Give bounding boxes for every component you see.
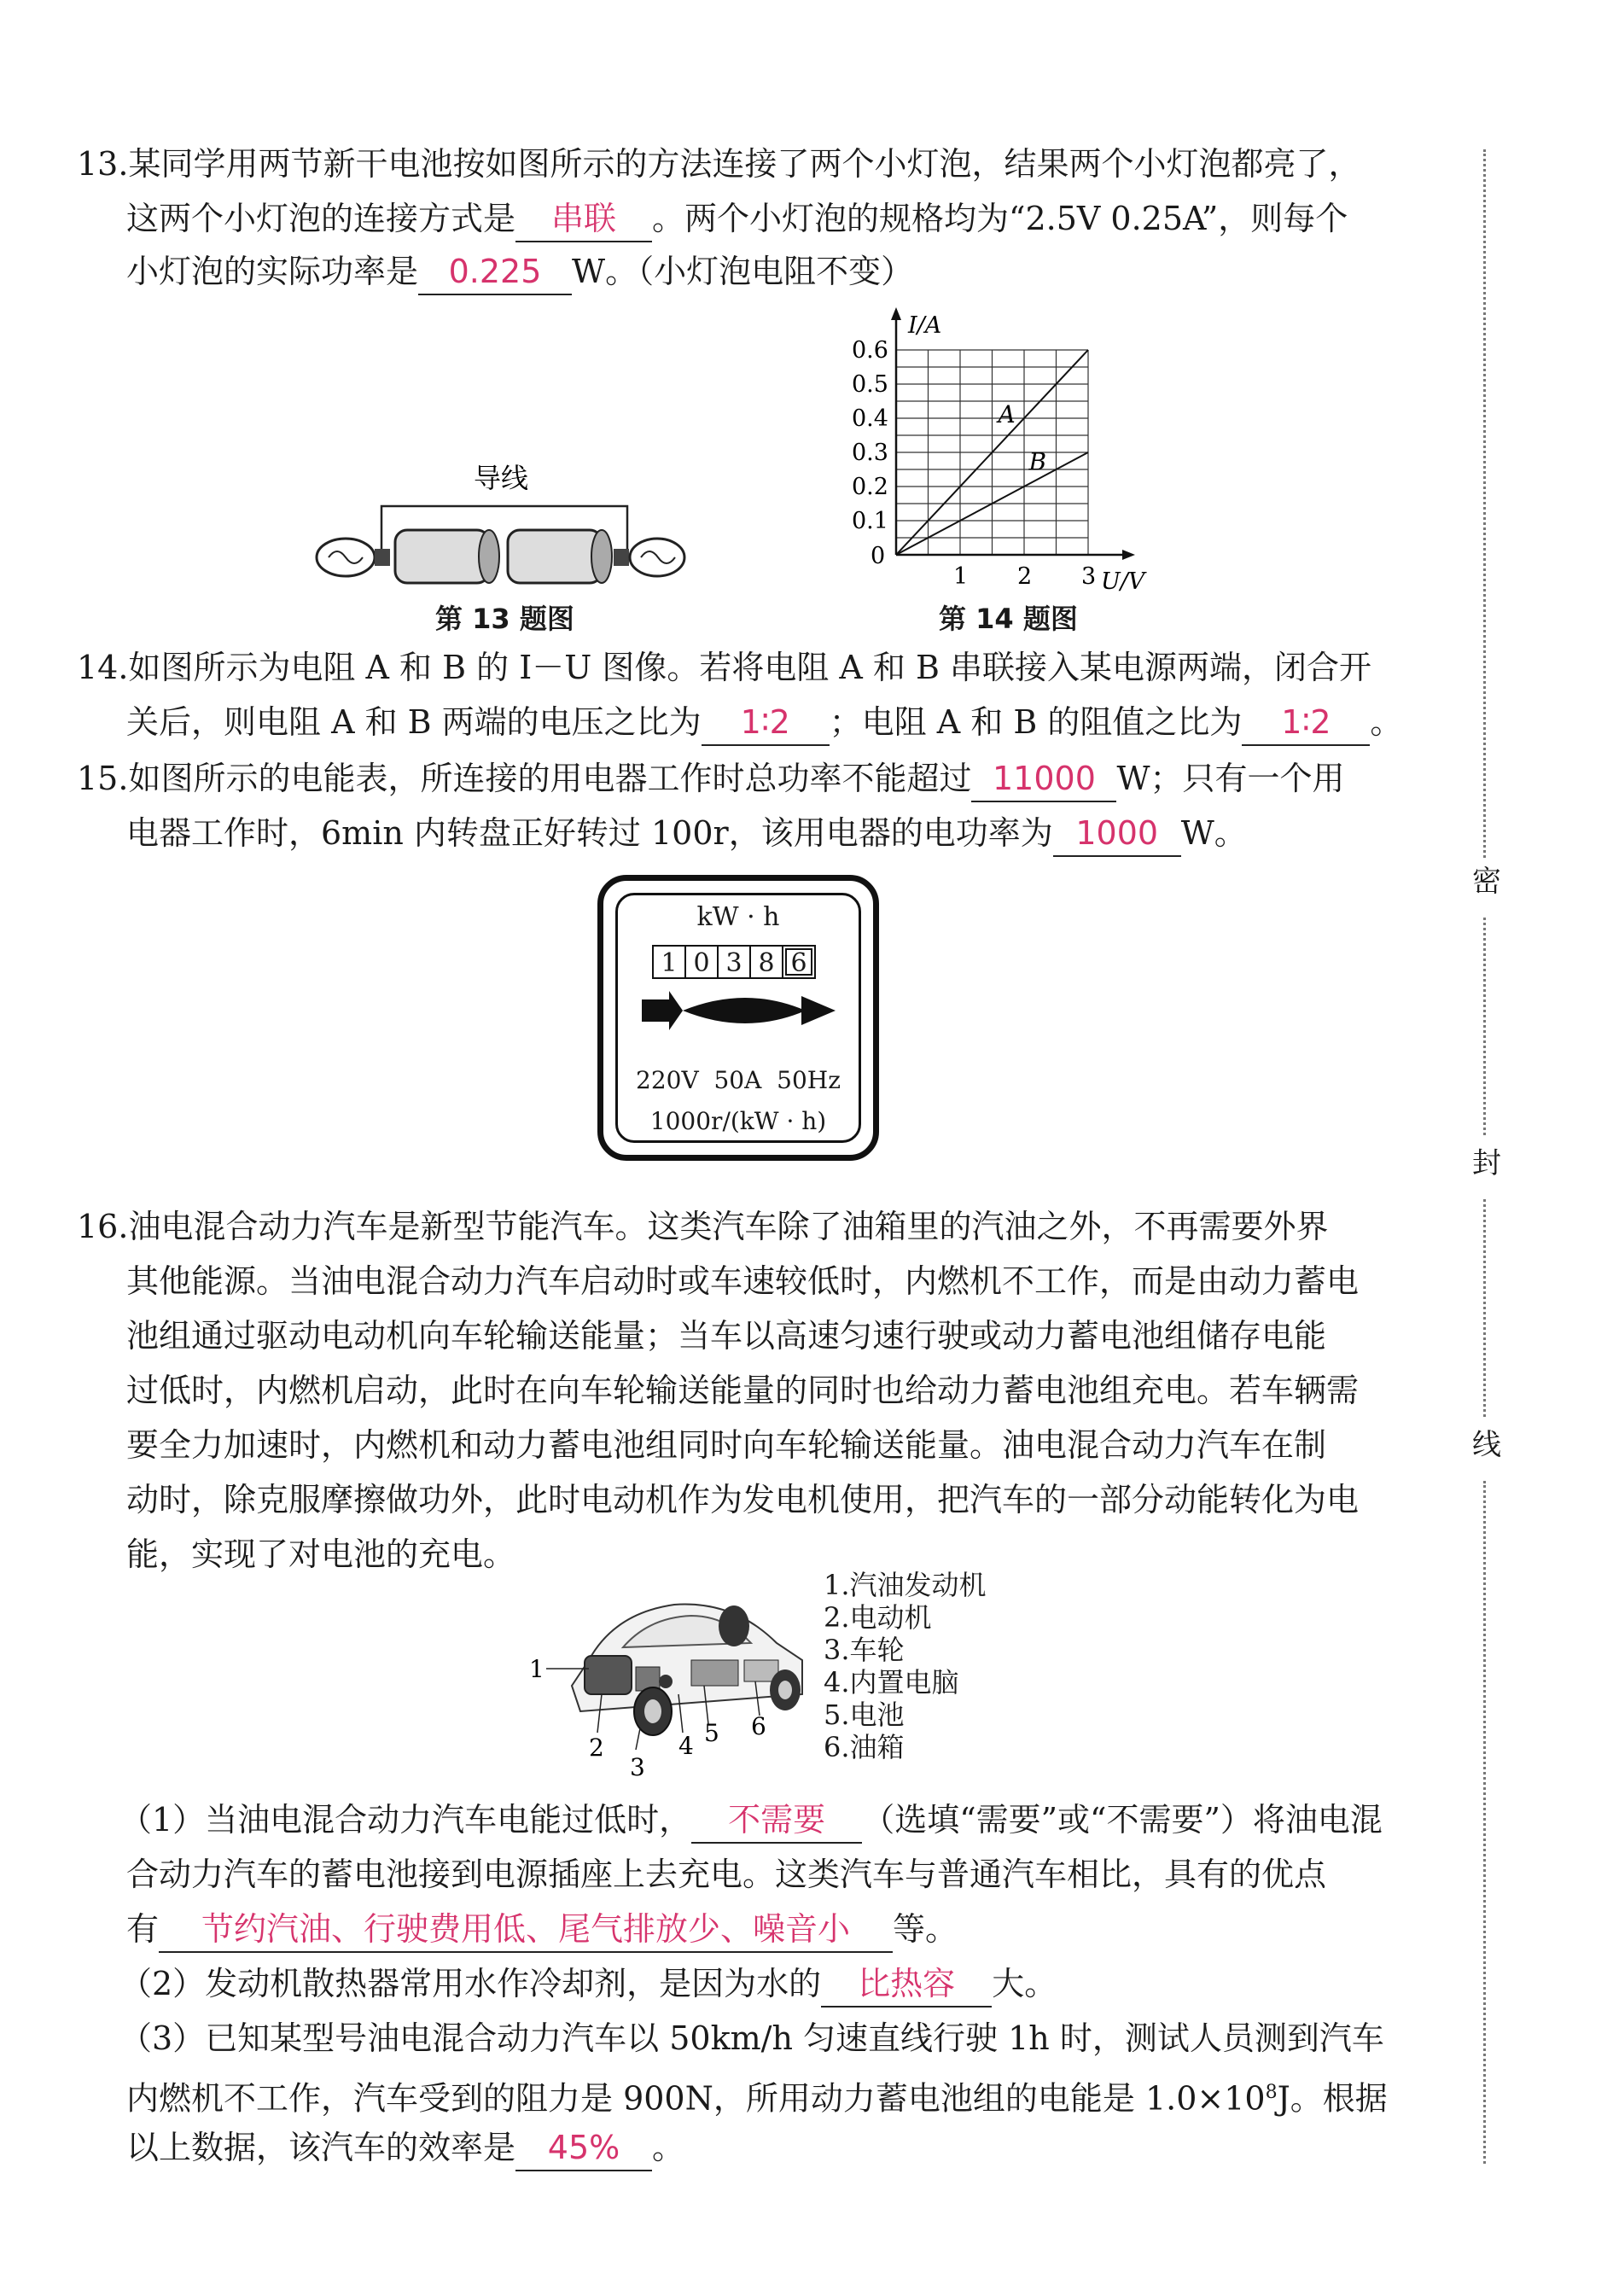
binding-dotted-line-1	[1483, 149, 1486, 858]
q16-paragraph-line	[126, 1254, 1359, 1308]
engine-icon	[585, 1656, 632, 1694]
q16-paragraph-line	[126, 1472, 1359, 1527]
q14-answer-1: 1∶2	[702, 700, 830, 746]
q16-sub1-text-d: 有	[126, 1910, 160, 1948]
q16-paragraph-line	[126, 1527, 515, 1582]
q16-sub3-line-3	[126, 2120, 684, 2175]
series-label-a: A	[998, 400, 1016, 429]
q16-paragraph-text: 要全力加速时，内燃机和动力蓄电池组同时向车轮输送能量。油电混合动力汽车在制	[126, 1426, 1327, 1464]
q15-answer-2: 1000	[1053, 811, 1181, 857]
q16-paragraph-line	[126, 1363, 1359, 1418]
battery-icon	[691, 1660, 738, 1686]
q16-sub1-line-2	[126, 1847, 1326, 1902]
q13-text-2b: 。两个小灯泡的规格均为“2.5V 0.25A”，则每个	[652, 200, 1348, 237]
meter-constant: 1000r/(kW · h)	[649, 1107, 827, 1135]
binding-dotted-line-4	[1483, 1481, 1486, 2164]
q16-sub2-text-a: （2）发动机散热器常用水作冷却剂，是因为水的	[119, 1965, 822, 2002]
q16-paragraph-line	[126, 1308, 1326, 1363]
battery-1	[395, 530, 489, 583]
q16-sub3-text-e: 。	[652, 2129, 685, 2166]
q15-line-1	[77, 751, 1345, 806]
legend-item: 5.电池	[824, 1699, 905, 1731]
legend-item: 1.汽油发动机	[824, 1569, 987, 1601]
x-tick-label: 3	[1081, 563, 1097, 590]
q16-paragraph-line	[126, 1418, 1326, 1472]
q15-answer-1: 11000	[971, 756, 1116, 802]
series-label-b: B	[1028, 447, 1047, 476]
q15-text-1a: 如图所示的电能表，所连接的用电器工作时总功率不能超过	[128, 760, 972, 797]
energy-meter	[597, 875, 879, 1161]
q15-text-1b: W；只有一个用	[1116, 760, 1345, 797]
q16-paragraph-line	[77, 1199, 1328, 1254]
q14-text-2a: 关后，则电阻 A 和 B 两端的电压之比为	[126, 703, 702, 741]
y-axis-label: I/A	[908, 312, 942, 339]
q13-circuit-figure	[312, 457, 687, 593]
q16-paragraph-text: 能，实现了对电池的充电。	[126, 1536, 516, 1573]
callout-4: 4	[678, 1732, 694, 1760]
margin-xian: 线	[1472, 1428, 1501, 1462]
q16-sub3-text-b: 内燃机不工作，汽车受到的阻力是 900N，所用动力蓄电池组的电能是 1.0×10	[126, 2079, 1266, 2118]
q14-number: 14.	[77, 649, 129, 686]
q16-sub1-line-3	[126, 1902, 958, 1956]
q16-number: 16.	[77, 1208, 129, 1245]
q13-number: 13.	[77, 145, 129, 183]
q16-paragraph-text: 其他能源。当油电混合动力汽车启动时或车速较低时，内燃机不工作，而是由动力蓄电	[126, 1262, 1360, 1300]
q16-sub1-line-1	[119, 1792, 1383, 1847]
q16-paragraph-text: 油电混合动力汽车是新型节能汽车。这类汽车除了油箱里的汽油之外，不再需要外界	[128, 1208, 1329, 1245]
q14-caption: 第 14 题图	[939, 603, 1078, 635]
q16-sub2-line	[119, 1956, 1057, 2011]
x-axis-arrow-icon	[1122, 550, 1135, 560]
rear-wheel-top-icon	[719, 1605, 749, 1646]
hybrid-car-figure	[521, 1566, 819, 1788]
q16-sub3-text-d: 以上数据，该汽车的效率是	[126, 2129, 516, 2166]
q14-text-2c: 。	[1370, 703, 1403, 741]
y-axis-arrow-icon	[891, 307, 901, 320]
q16-sub1-text-a: （1）当油电混合动力汽车电能过低时，	[119, 1801, 692, 1839]
q14-text-2b: ；电阻 A 和 B 的阻值之比为	[829, 703, 1243, 741]
q13-line-2	[126, 191, 1348, 246]
meter-rating: 220V 50A 50Hz	[636, 1066, 841, 1094]
q16-sub2-text-b: 大。	[992, 1965, 1057, 2002]
q15-number: 15.	[77, 760, 129, 797]
q16-sub3-text-a: （3）已知某型号油电混合动力汽车以 50km/h 匀速直线行驶 1h 时，测试人员测到汽车	[119, 2019, 1384, 2057]
binding-dotted-line-3	[1483, 1199, 1486, 1417]
q14-answer-2: 1∶2	[1242, 700, 1370, 746]
y-tick-label: 0.2	[852, 474, 888, 500]
callout-1: 1	[529, 1655, 544, 1683]
q16-sub3-exponent: 8	[1265, 2082, 1278, 2103]
q14-line-1	[77, 640, 1371, 695]
legend-item: 4.内置电脑	[824, 1666, 959, 1699]
meter-digit: 1	[652, 945, 686, 979]
meter-digit: 8	[749, 945, 783, 979]
battery-2	[508, 530, 602, 583]
y-tick-label: 0.3	[852, 440, 888, 466]
meter-digit: 3	[717, 945, 751, 979]
q16-paragraph-text: 动时，除克服摩擦做功外，此时电动机作为发电机使用，把汽车的一部分动能转化为电	[126, 1481, 1360, 1518]
q13-text-3a: 小灯泡的实际功率是	[126, 253, 419, 290]
x-tick-label: 1	[953, 563, 969, 590]
q16-sub1-text-e: 等。	[893, 1910, 958, 1948]
y-tick-label: 0.5	[852, 371, 888, 398]
meter-digits	[654, 945, 816, 979]
q15-text-2b: W。	[1180, 814, 1247, 852]
y-tick-label: 0.4	[852, 405, 888, 432]
q16-paragraph-text: 池组通过驱动电动机向车轮输送能量；当车以高速匀速行驶或动力蓄电池组储存电能	[126, 1317, 1327, 1355]
q13-text-3b: W。（小灯泡电阻不变）	[572, 253, 914, 290]
origin-label: 0	[871, 543, 886, 569]
callout-2: 2	[589, 1734, 604, 1762]
q16-sub3-line-1	[119, 2011, 1384, 2066]
q16-sub3-answer: 45%	[515, 2125, 652, 2171]
binding-dotted-line-2	[1483, 918, 1486, 1135]
q16-sub3-line-2	[126, 2066, 1388, 2126]
q14-text-1: 如图所示为电阻 A 和 B 的 I－U 图像。若将电阻 A 和 B 串联接入某电源两端，闭合开	[128, 649, 1372, 686]
legend-item: 2.电动机	[824, 1601, 932, 1634]
margin-mi: 密	[1472, 865, 1501, 899]
q14-iu-chart	[845, 307, 1169, 597]
callout-3: 3	[630, 1753, 645, 1781]
q16-sub1-answer-2: 节约汽油、行驶费用低、尾气排放少、噪音小	[159, 1907, 893, 1953]
wire-label: 导线	[474, 462, 529, 494]
q16-sub2-answer: 比热容	[821, 1961, 992, 2008]
meter-inner-frame	[615, 893, 861, 1143]
meter-unit: kW · h	[696, 902, 780, 932]
q13-answer-1: 串联	[515, 196, 652, 242]
q15-text-2a: 电器工作时，6min 内转盘正好转过 100r，该用电器的电功率为	[126, 814, 1053, 852]
car-legend	[824, 1569, 987, 1763]
q13-text-2a: 这两个小灯泡的连接方式是	[126, 200, 516, 237]
q15-line-2	[126, 806, 1247, 860]
rotation-arrow-icon	[635, 981, 848, 1040]
q13-line-3	[126, 244, 913, 299]
q13-line-1	[77, 137, 1360, 191]
q13-answer-2: 0.225	[418, 249, 572, 295]
q13-caption: 第 13 题图	[435, 603, 574, 635]
computer-icon	[659, 1675, 673, 1688]
q16-sub3-text-c: J。根据	[1277, 2079, 1388, 2118]
legend-item: 6.油箱	[824, 1731, 905, 1763]
q16-paragraph-text: 过低时，内燃机启动，此时在向车轮输送能量的同时也给动力蓄电池组充电。若车辆需	[126, 1372, 1360, 1409]
x-axis-label: U/V	[1101, 568, 1145, 595]
q16-sub1-answer-1: 不需要	[691, 1798, 862, 1844]
x-tick-label: 2	[1017, 563, 1033, 590]
y-tick-label: 0.1	[852, 508, 888, 534]
q16-sub1-text-b: （选填“需要”或“不需要”）将油电混	[862, 1801, 1383, 1839]
margin-feng: 封	[1472, 1146, 1501, 1180]
y-tick-label: 0.6	[852, 337, 888, 364]
q16-sub1-text-c: 合动力汽车的蓄电池接到电源插座上去充电。这类汽车与普通汽车相比，具有的优点	[126, 1856, 1327, 1893]
callout-5: 5	[704, 1719, 719, 1747]
callout-6: 6	[751, 1712, 766, 1740]
legend-item: 3.车轮	[824, 1634, 905, 1666]
q13-text-1: 某同学用两节新干电池按如图所示的方法连接了两个小灯泡，结果两个小灯泡都亮了，	[128, 145, 1361, 183]
q14-line-2	[126, 695, 1402, 749]
meter-digit: 0	[684, 945, 719, 979]
meter-digit: 6	[782, 945, 816, 979]
